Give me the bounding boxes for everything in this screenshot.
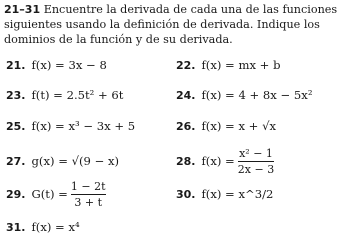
problem-expression [202,147,275,176]
problem-number: 31. [6,220,26,234]
problem-number: 26. [176,119,196,133]
function-lhs: G(t) = [31,187,68,201]
problem-expression: f(t) = 2.5t² + 6t [31,88,124,102]
problem-number: 23. [6,88,26,102]
problem-29 [6,178,106,210]
fraction-bar [71,194,106,195]
problem-26 [176,115,276,137]
problem-expression: f(x) = x³ − 3x + 5 [31,119,136,133]
instructions-line-1: Encuentre la derivada de cada una de las funciones [43,3,338,16]
problem-number: 22. [176,58,196,72]
problem-23 [6,84,123,106]
problem-21 [6,54,107,76]
fraction-denominator: 3 + t [74,195,103,209]
problem-number: 27. [6,154,26,168]
problem-expression: f(x) = x^3/2 [201,187,274,201]
fraction-numerator: 1 − 2t [70,179,106,193]
problem-range: 21–31 [4,3,41,16]
problem-expression [32,180,106,209]
problem-number: 24. [176,88,196,102]
instructions-line-3: dominios de la función y de su derivada. [4,33,233,46]
fraction-bar [238,161,274,162]
problem-expression: f(x) = x⁴ [31,220,80,234]
problem-number: 29. [6,187,26,201]
fraction-denominator: 2x − 3 [237,162,275,176]
problem-number: 30. [176,187,196,201]
problem-24 [176,84,312,106]
problem-22 [176,54,281,76]
problem-expression: g(x) = √(9 − x) [31,154,120,168]
problem-expression: f(x) = 3x − 8 [31,58,107,72]
instructions [4,2,342,47]
problem-number: 21. [6,58,26,72]
problem-31 [6,216,80,238]
fraction [238,147,274,176]
problem-expression: f(x) = mx + b [201,58,281,72]
function-lhs: f(x) = [201,154,235,168]
instructions-line-2: siguientes usando la definición de derivada. Indique los [4,18,320,31]
problem-number: 25. [6,119,26,133]
fraction [71,180,106,209]
problem-number: 28. [176,154,196,168]
fraction-numerator: x² − 1 [239,146,273,160]
problem-27 [6,145,119,177]
problem-expression: f(x) = 4 + 8x − 5x² [201,88,313,102]
problem-expression: f(x) = x + √x [201,119,277,133]
problem-25 [6,115,135,137]
problem-28 [176,145,274,177]
problem-30 [176,178,273,210]
